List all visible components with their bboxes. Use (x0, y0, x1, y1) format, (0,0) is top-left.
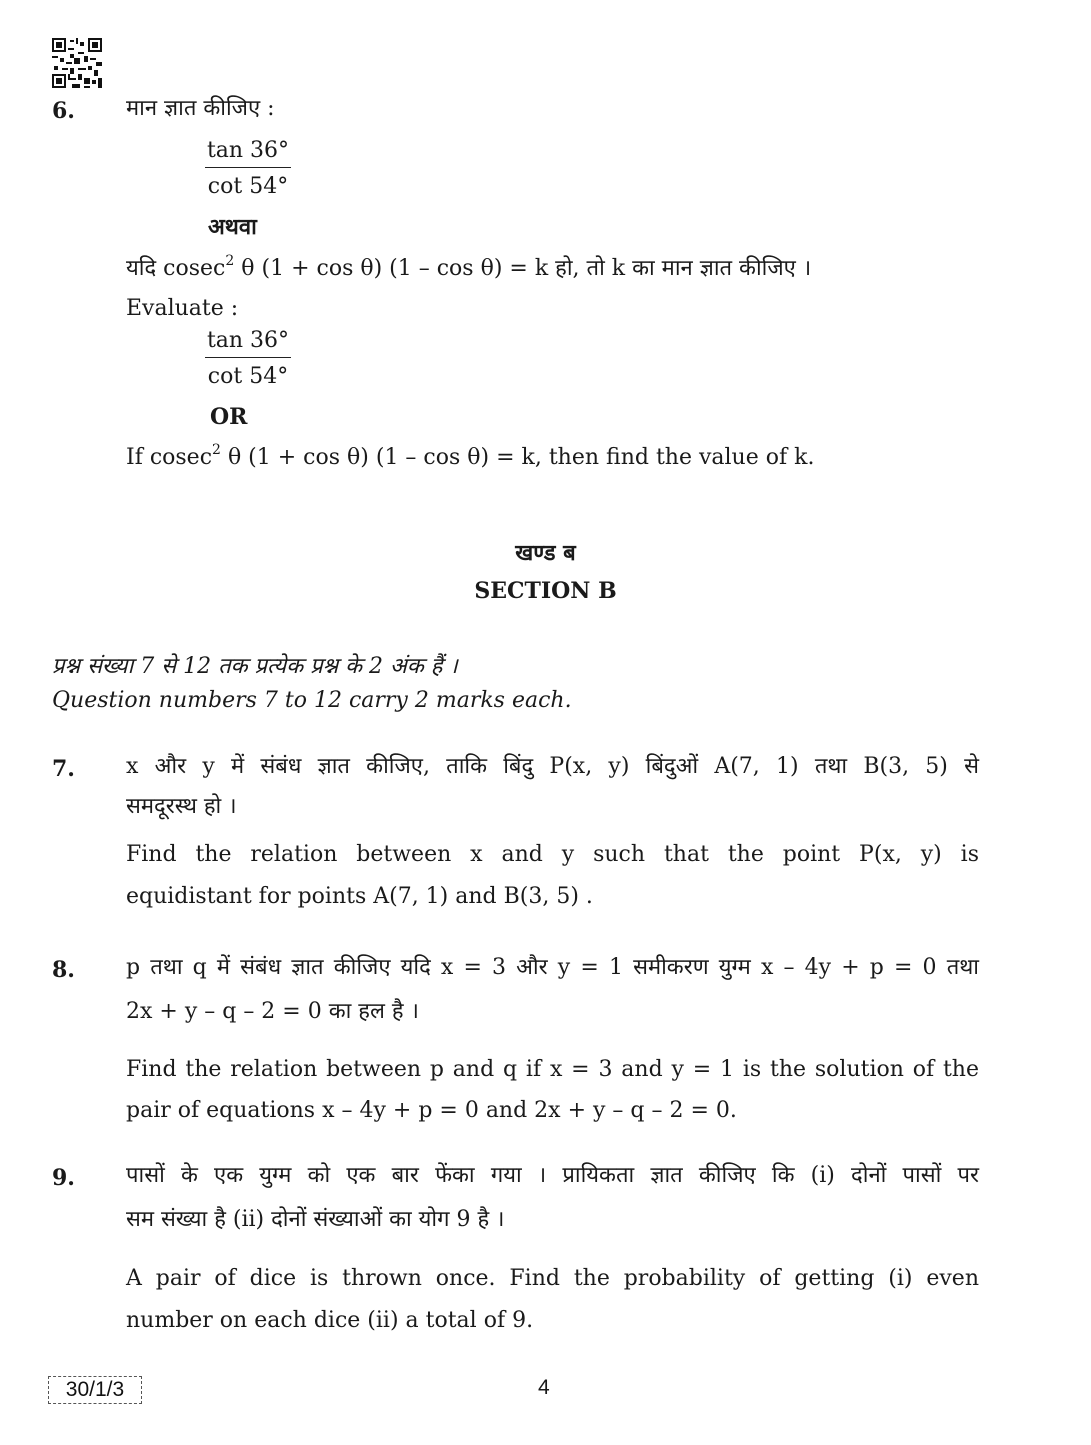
q6-hindi-alternative: यदि cosec$^2$ θ (1 + cos θ) (1 – cos θ) = k हो, तो k का मान ज्ञात कीजिए । (126, 252, 812, 281)
fraction-denominator: cot 54° (207, 174, 289, 199)
fraction-numerator: tan 36° (205, 138, 291, 168)
q9-english-line-2: number on each dice (ii) a total of 9. (126, 1308, 534, 1333)
q6-hindi-fraction (205, 138, 291, 199)
qr-code (52, 38, 102, 88)
fraction-denominator: cot 54° (207, 364, 289, 389)
q9-english-line-1: A pair of dice is thrown once. Find the probability of getting (i) even (126, 1266, 979, 1291)
question-number: 7. (52, 756, 75, 782)
q6-hindi-instruction: मान ज्ञात कीजिए : (126, 96, 275, 121)
section-title-hindi: खण्ड ब (515, 540, 576, 566)
paper-code: 30/1/3 (48, 1376, 142, 1404)
q8-hindi-line-2: 2x + y – q – 2 = 0 का हल है । (126, 999, 419, 1024)
section-title-english: SECTION B (474, 578, 617, 604)
section-note-hindi: प्रश्न संख्या 7 से 12 तक प्रत्येक प्रश्न के 2 अंक हैं । (52, 654, 458, 679)
q9-hindi-line-1: पासों के एक युग्म को एक बार फेंका गया । प्रायिकता ज्ञात कीजिए कि (i) दोनों पासों पर (126, 1163, 979, 1188)
q6-english-alternative: If cosec$^2$ θ (1 + cos θ) (1 – cos θ) = k, then find the value of k. (126, 441, 815, 470)
q6-english-or: OR (210, 404, 248, 430)
q8-english-line-1: Find the relation between p and q if x = 3 and y = 1 is the solution of the (126, 1057, 979, 1082)
q7-english-line-1: Find the relation between x and y such that the point P(x, y) is (126, 842, 979, 867)
q6-english-fraction (205, 328, 291, 389)
fraction-numerator: tan 36° (205, 328, 291, 358)
q7-hindi-line-1: x और y में संबंध ज्ञात कीजिए, ताकि बिंदु P(x, y) बिंदुओं A(7, 1) तथा B(3, 5) से (126, 754, 979, 779)
q8-english-line-2: pair of equations x – 4y + p = 0 and 2x + y – q – 2 = 0. (126, 1098, 737, 1123)
question-number: 6. (52, 98, 75, 124)
q6-hindi-or: अथवा (208, 214, 257, 240)
question-number: 9. (52, 1165, 75, 1191)
page-number: 4 (538, 1376, 550, 1399)
q7-hindi-line-2: समदूरस्थ हो । (126, 794, 237, 819)
q6-english-instruction: Evaluate : (126, 296, 239, 321)
q7-english-line-2: equidistant for points A(7, 1) and B(3, 5) . (126, 884, 593, 909)
q8-hindi-line-1: p तथा q में संबंध ज्ञात कीजिए यदि x = 3 और y = 1 समीकरण युग्म x – 4y + p = 0 तथा (126, 955, 979, 980)
section-note-english: Question numbers 7 to 12 carry 2 marks each. (52, 688, 572, 713)
q9-hindi-line-2: सम संख्या है (ii) दोनों संख्याओं का योग 9 है । (126, 1207, 505, 1232)
question-number: 8. (52, 957, 75, 983)
